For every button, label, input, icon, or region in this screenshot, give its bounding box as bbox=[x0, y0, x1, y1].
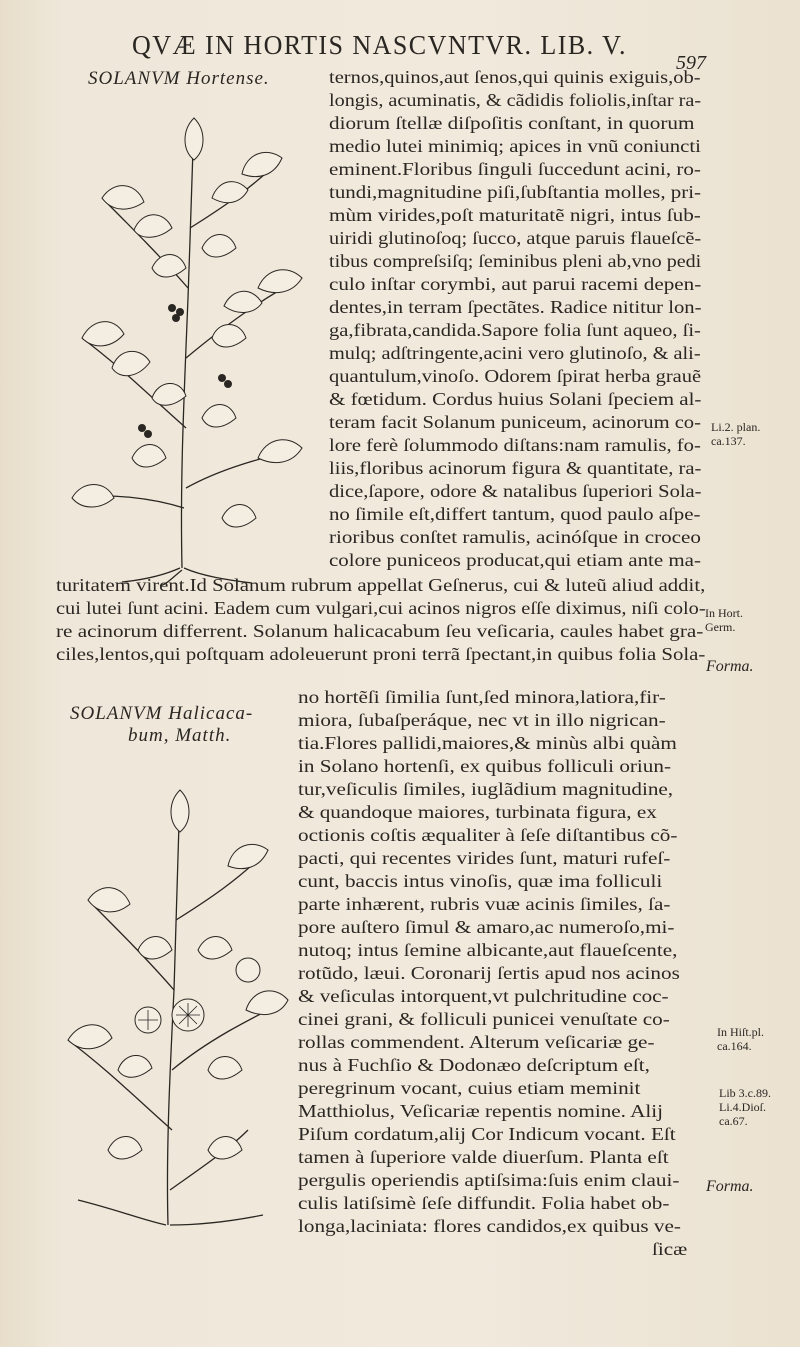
text-line: pore auſtero ſimul & amaro,ac numeroſo,mi- bbox=[298, 917, 675, 937]
solanum-halicacabum-woodcut bbox=[48, 770, 306, 1240]
caption-line: SOLANVM Hortense. bbox=[88, 68, 270, 89]
text-line: longa,laciniata: flores candidos,ex quibus ve- bbox=[298, 1216, 681, 1236]
text-line: in Solano hortenſi, ex quibus folliculi oriun- bbox=[298, 756, 672, 776]
page-number: 597 bbox=[676, 52, 706, 74]
solanum-hortense-woodcut bbox=[52, 98, 320, 586]
text-line: rollas commendent. Alterum veſicariæ ge- bbox=[298, 1032, 655, 1052]
text-line: Matthiolus, Veſicariæ repentis nomine. Alij bbox=[298, 1101, 663, 1121]
text-line: ga,fibrata,candida.Sapore folia ſunt aqueo, ſi- bbox=[329, 320, 701, 340]
text-line: no ſimile eſt,differt tantum, quod paulo aſpe- bbox=[329, 504, 701, 524]
text-line: colore puniceos producat,qui etiam ante ma- bbox=[329, 550, 701, 570]
text-line: tibus compreſsiſq; ſeminibus pleni ab,vno pedi bbox=[329, 251, 702, 271]
margin-note-line: Germ. bbox=[705, 620, 736, 634]
text-line: & fœtidum. Cordus huius Solani ſpeciem al- bbox=[329, 389, 702, 409]
running-header: QVÆ IN HORTIS NASCVNTVR. LIB. V. bbox=[132, 30, 627, 60]
text-line: uiridi glutinoſoq; ſucco, atque paruis flaueſcẽ- bbox=[329, 228, 702, 248]
text-line: & quandoque maiores, turbinata figura, ex bbox=[298, 802, 657, 822]
margin-note-line: ca.164. bbox=[717, 1039, 752, 1053]
margin-note-line: Forma. bbox=[706, 1178, 754, 1195]
margin-note bbox=[711, 420, 760, 448]
text-line: culis latiſsimè ſeſe diffundit. Folia habet ob- bbox=[298, 1193, 670, 1213]
caption-line: SOLANVM Halicaca- bbox=[70, 703, 254, 724]
text-line: & veſiculas intorquent,vt pulchritudine coc- bbox=[298, 986, 669, 1006]
text-line: tundi,magnitudine piſi,ſubſtantia molles, pri- bbox=[329, 182, 702, 202]
margin-note-line: Lib 3.c.89. bbox=[719, 1086, 771, 1100]
margin-note-line: ca.137. bbox=[711, 434, 746, 448]
text-line: Piſum cordatum,alij Cor Indicum vocant. Eſt bbox=[298, 1124, 676, 1144]
caption-line: bum, Matth. bbox=[128, 725, 232, 746]
text-line: nus à Fuchſio & Dodonæo deſcriptum eſt, bbox=[298, 1055, 650, 1075]
text-line: octionis coſtis æqualiter à ſeſe diſtantibus cõ- bbox=[298, 825, 678, 845]
margin-note-line: ca.67. bbox=[719, 1114, 748, 1128]
margin-note bbox=[717, 1025, 764, 1053]
margin-note bbox=[719, 1086, 771, 1128]
margin-note-line: In Hiſt.pl. bbox=[717, 1025, 764, 1039]
text-line: ciles,lentos,qui poſtquam adoleuerunt proni terrã ſpectant,in quibus folia Sola- bbox=[56, 644, 706, 664]
text-line: ſicæ bbox=[652, 1239, 688, 1259]
text-line: peregrinum vocant, cuius etiam meminit bbox=[298, 1078, 641, 1098]
text-line: re acinorum differrent. Solanum halicacabum ſeu veſicaria, caules habet gra- bbox=[56, 621, 704, 641]
text-line: diorum ſtellæ diſpoſitis conſtant, in quorum bbox=[329, 113, 695, 133]
text-line: mùm virides,poſt maturitatẽ nigri, intus ſub- bbox=[329, 205, 701, 225]
margin-note-line: Li.2. plan. bbox=[711, 420, 761, 434]
text-line: teram facit Solanum puniceum, acinorum co- bbox=[329, 412, 701, 432]
text-line: turitatem virent.Id Solanum rubrum appellat Geſnerus, cui & luteũ aliud addit, bbox=[56, 575, 706, 595]
margin-note-forma bbox=[706, 1180, 754, 1194]
margin-note-line: In Hort. bbox=[705, 606, 743, 620]
text-line: lore ferè ſolummodo diſtans:nam ramulis, fo- bbox=[329, 435, 701, 455]
text-line: rotũdo, læui. Coronarij ſertis apud nos acinos bbox=[298, 963, 680, 983]
margin-note-line: Forma. bbox=[706, 658, 754, 675]
text-line: miora, ſubaſperáque, nec vt in illo nigrican- bbox=[298, 710, 666, 730]
text-line: tamen à ſuperiore valde diuerſum. Planta eſt bbox=[298, 1147, 669, 1167]
text-line: cui lutei ſunt acini. Eadem cum vulgari,cui acinos nigros eſſe diximus, niſi colo- bbox=[56, 598, 706, 618]
text-line: mulq; adſtringente,acini vero glutinoſo, & ali- bbox=[329, 343, 701, 363]
text-line: ternos,quinos,aut ſenos,qui quinis exiguis,ob- bbox=[329, 67, 701, 87]
text-line: dice,ſapore, odore & natalibus ſuperiori Sola- bbox=[329, 481, 702, 501]
text-line: culo inſtar corymbi, aut parui racemi depen- bbox=[329, 274, 702, 294]
text-line: quantulum,vinoſo. Odorem ſpirat herba grauẽ bbox=[329, 366, 702, 386]
text-line: cunt, baccis intus vinoſis, quæ ima folliculi bbox=[298, 871, 663, 891]
text-line: nutoq; intus ſemine albicante,aut flaueſcente, bbox=[298, 940, 678, 960]
text-line: tia.Flores pallidi,maiores,& minùs albi quàm bbox=[298, 733, 677, 753]
margin-note bbox=[705, 606, 743, 634]
text-line: longis, acuminatis, & cãdidis foliolis,inſtar ra- bbox=[329, 90, 702, 110]
text-line: eminent.Floribus ſinguli ſuccedunt acini, ro- bbox=[329, 159, 701, 179]
text-line: pergulis operiendis aptiſsima:ſuis enim claui- bbox=[298, 1170, 680, 1190]
text-line: rioribus conſtet ramulis, acinóſque in croceo bbox=[329, 527, 701, 547]
margin-note-forma bbox=[706, 660, 754, 674]
text-line: parte inhærent, rubris vuæ acinis ſimiles, ſa- bbox=[298, 894, 671, 914]
caption-solanum-halicacabum bbox=[70, 703, 253, 747]
margin-note-line: Li.4.Dioſ. bbox=[719, 1100, 766, 1114]
text-line: tur,veſiculis ſimiles, iuglãdium magnitudine, bbox=[298, 779, 674, 799]
text-line: cinei grani, & folliculi punicei venuſtate co- bbox=[298, 1009, 670, 1029]
text-line: pacti, qui recentes virides ſunt, maturi rufeſ- bbox=[298, 848, 671, 868]
text-line: liis,floribus acinorum figura & quantitate, ra- bbox=[329, 458, 702, 478]
text-line: dentes,in terram ſpectãtes. Radice nititur lon- bbox=[329, 297, 702, 317]
text-line: medio lutei minimiq; apices in vnũ coniuncti bbox=[329, 136, 701, 156]
text-line: no hortẽſi ſimilia ſunt,ſed minora,latiora,fir- bbox=[298, 687, 666, 707]
caption-solanum-hortense bbox=[88, 68, 270, 90]
